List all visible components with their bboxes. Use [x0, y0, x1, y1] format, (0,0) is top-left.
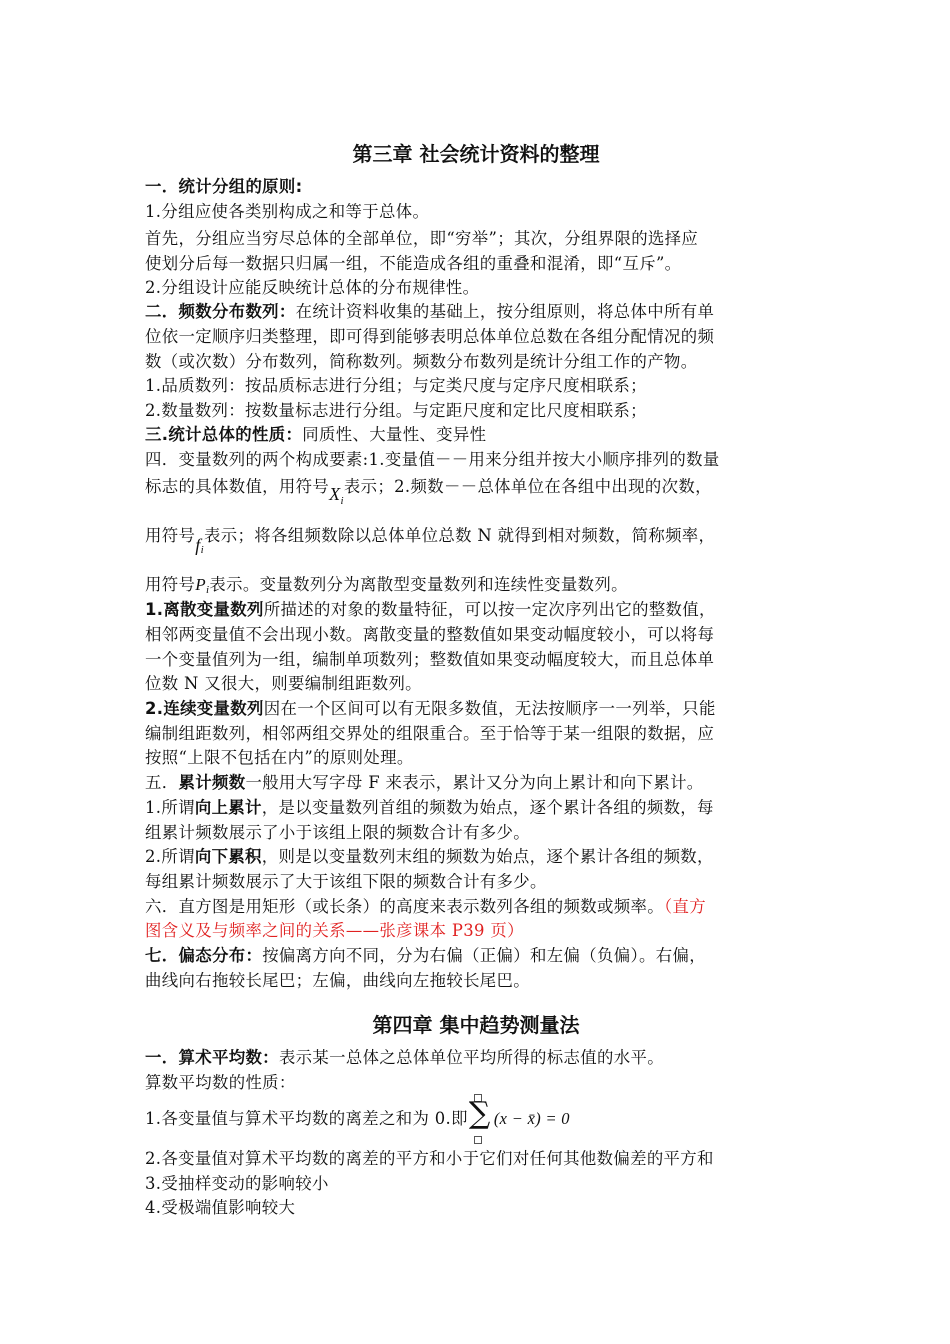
text: 1.各变量值与算术平均数的离差之和为 0.即: [145, 1109, 468, 1128]
placeholder-box: [474, 1136, 482, 1144]
paragraph-line: 1.分组应使各类别构成之和等于总体。: [145, 202, 430, 221]
text: 在统计资料收集的基础上，按分组原则，将总体中所有单: [295, 302, 715, 321]
paragraph-line: [145, 474, 807, 507]
paragraph-line: [145, 523, 807, 556]
text: 表示。变量数列分为离散型变量数列和连续性变量数列。: [209, 575, 628, 594]
paragraph-line: 编制组距数列，相邻两组交界处的组限重合。至于恰等于某一组限的数据，应: [145, 724, 715, 743]
symbol-p: P: [195, 575, 206, 594]
paragraph-line: 3.受抽样变动的影响较小: [145, 1174, 329, 1193]
paragraph-line: 组累计频数展示了小于该组上限的频数合计有多少。: [145, 823, 531, 842]
heading-text: 2.连续变量数列: [145, 699, 264, 718]
text: 表示；2.频数－－总体单位在各组中出现的次数，: [343, 477, 712, 496]
text: 一般用大写字母 F 来表示，累计又分为向上累计和向下累计。: [245, 773, 704, 792]
heading-text: 三.统计总体的性质：: [145, 425, 303, 444]
text: 六．直方图是用矩形（或长条）的高度来表示数列各组的频数或频率。: [145, 897, 664, 916]
heading-text: 一．算术平均数：: [145, 1048, 279, 1067]
text: 同质性、大量性、变异性: [302, 425, 487, 444]
red-note: （直方: [663, 897, 706, 916]
paragraph-line: 按照“上限不包括在内”的原则处理。: [145, 748, 414, 767]
paragraph-line: 首先，分组应当穷尽总体的全部单位，即“穷举”；其次，分组界限的选择应: [145, 229, 699, 248]
chapter-4-title: 第四章 集中趋势测量法: [372, 1013, 580, 1037]
text: 表示某一总体之总体单位平均所得的标志值的水平。: [278, 1048, 664, 1067]
paragraph-line: [145, 845, 807, 869]
heading-text: 一．统计分组的原则:: [145, 177, 303, 196]
paragraph-line: 相邻两变量值不会出现小数。离散变量的整数值如果变动幅度较小，可以将每: [145, 625, 715, 644]
text: 按偏离方向不同，分为右偏（正偏）和左偏（负偏）。右偏，: [262, 946, 706, 965]
heading-text: 七．偏态分布：: [145, 946, 263, 965]
paragraph-line: 2.各变量值对算术平均数的离差的平方和小于它们对任何其他数偏差的平方和: [145, 1149, 714, 1168]
paragraph-line: 算数平均数的性质：: [145, 1073, 296, 1092]
paragraph-line: 数（或次数）分布数列，简称数列。频数分布数列是统计分组工作的产物。: [145, 352, 698, 371]
paragraph-line: [145, 944, 807, 968]
paragraph-line: [145, 598, 807, 622]
symbol-f: f: [195, 535, 201, 555]
text: 2.所谓: [145, 847, 195, 866]
paragraph-line: 位数 N 又很大，则要编制组距数列。: [145, 674, 422, 693]
paragraph-line: 使划分后每一数据只归属一组，不能造成各组的重叠和混淆，即“互斥”。: [145, 254, 682, 273]
text: ，则是以变量数列末组的频数为始点，逐个累计各组的频数，: [261, 847, 714, 866]
section-heading: [145, 175, 807, 199]
paragraph-line: [145, 697, 807, 721]
bold-term: 向下累积: [194, 847, 262, 866]
symbol-sub: i: [205, 584, 210, 596]
sigma-glyph: ∑: [468, 1095, 491, 1131]
text: 表示；将各组频数除以总体单位总数 N 就得到相对频数，简称频率，: [204, 526, 716, 545]
paragraph-line: 2.数量数列：按数量标志进行分组。与定距尺度和定比尺度相联系；: [145, 401, 647, 420]
paragraph-line: [145, 1046, 807, 1070]
formula: (x − x̄) = 0: [493, 1109, 570, 1128]
heading-text: 二．频数分布数列：: [145, 302, 296, 321]
paragraph-line: 4.受极端值影响较大: [145, 1198, 296, 1217]
bold-term: 向上累计: [194, 798, 262, 817]
paragraph-line: [145, 895, 807, 919]
symbol-sub: i: [200, 544, 204, 556]
heading-text: 1.离散变量数列: [145, 600, 264, 619]
text: ，是以变量数列首组的频数为始点，逐个累计各组的频数，每: [261, 798, 714, 817]
paragraph-line: 1.品质数列：按品质标志进行分组；与定类尺度与定序尺度相联系；: [145, 376, 647, 395]
red-note-line: 图含义及与频率之间的关系——张彦课本 P39 页）: [145, 921, 524, 940]
paragraph-line: [145, 771, 807, 795]
paragraph-line: 2.分组设计应能反映统计总体的分布规律性。: [145, 278, 480, 297]
text: 五．: [145, 773, 179, 792]
paragraph-line: [145, 796, 807, 820]
text: 用符号: [145, 575, 196, 594]
paragraph-line: [145, 423, 807, 447]
paragraph-line: 四．变量数列的两个构成要素:1.变量值－－用来分组并按大小顺序排列的数量: [145, 450, 720, 469]
sigma-symbol: [468, 1095, 491, 1132]
paragraph-line: 曲线向右拖较长尾巴；左偏，曲线向左拖较长尾巴。: [145, 971, 531, 990]
symbol-x: X: [329, 484, 341, 504]
chapter-3-title: 第三章 社会统计资料的整理: [352, 142, 600, 166]
text: 用符号: [145, 526, 196, 545]
text: 1.所谓: [145, 798, 195, 817]
paragraph-line: [145, 300, 807, 324]
paragraph-line: [145, 573, 807, 599]
paragraph-line: 位依一定顺序归类整理，即可得到能够表明总体单位总数在各组分配情况的频: [145, 327, 715, 346]
paragraph-line: 每组累计频数展示了大于该组下限的频数合计有多少。: [145, 872, 547, 891]
text: 标志的具体数值，用符号: [145, 477, 330, 496]
text: 所描述的对象的数量特征，可以按一定次序列出它的整数值，: [263, 600, 716, 619]
text: 因在一个区间可以有无限多数值，无法按顺序一一列举，只能: [263, 699, 716, 718]
paragraph-line: 一个变量值列为一组，编制单项数列；整数值如果变动幅度较大，而且总体单: [145, 650, 715, 669]
paragraph-line: [145, 1095, 807, 1132]
heading-text: 累计频数: [178, 773, 246, 792]
symbol-sub: i: [340, 495, 344, 507]
